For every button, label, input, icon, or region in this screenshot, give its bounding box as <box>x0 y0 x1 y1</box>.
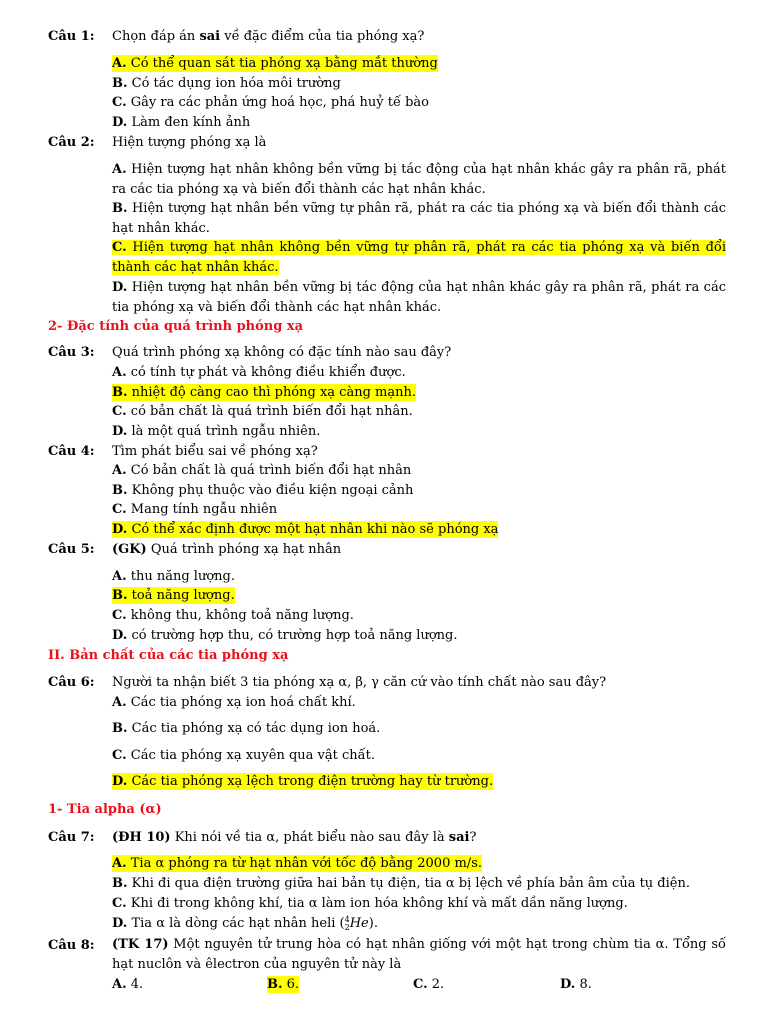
question-text: Chọn đáp án sai về đặc điểm của tia phóng xạ? <box>112 29 425 44</box>
question-number: Câu 6: <box>48 675 95 690</box>
question-number: Câu 8: <box>48 938 95 953</box>
option-highlighted: A. Có thể quan sát tia phóng xạ bằng mắt thường <box>112 56 438 71</box>
question-number: Câu 7: <box>48 830 95 845</box>
option-c <box>112 238 726 278</box>
question-number: Câu 4: <box>48 444 95 459</box>
formula-symbol: He <box>349 916 369 931</box>
option-d: D. Hiện tượng hạt nhân bền vững bị tác động của hạt nhân khác gây ra phân rã, phát ra các tia phóng xạ và biến đổi thành các hạt nhân khác. <box>112 280 726 315</box>
question-text: Hiện tượng phóng xạ là <box>112 135 267 150</box>
option-c: C. 2. <box>413 977 445 992</box>
question-text: Người ta nhận biết 3 tia phóng xạ α, β, γ căn cứ vào tính chất nào sau đây? <box>112 675 607 690</box>
option-b: B. 6. <box>267 977 300 992</box>
formula-indices: 4 2 <box>344 914 350 932</box>
option-a: A. 4. <box>112 977 144 992</box>
document-page: Câu 1: Chọn đáp án sai về đặc điểm của tia phóng xạ? A. Có thể quan sát tia phóng xạ bằng mắt thường B. Có tác dụng ion hóa môi trường C. Gây ra các phản ứng hoá học, phá huỷ tế bào D. Làm đen kính ảnh Câu 2: Hiện tượng phóng xạ là A. Hiện tượng hạt nhân không bền vững bị tác động của hạt nhân khác gây ra phân rã, phát ra các tia phóng xạ và biến đổi thành các hạt nhân khác. B. Hiện tượng hạt nhân bền vững tự phân rã, phát ra các tia phóng xạ và biến đổi thành các hạt nhân khác. C. Hiện tượng hạt nhân không bền vững tự phân rã, phát ra các tia phóng xạ và biến đổi thành các hạt nhân khác. D. Hiện tượng hạt nhân bền vững bị tác động của hạt nhân khác gây ra phân rã, phát ra các tia phóng xạ và biến đổi thành các hạt nhân khác. 2- Đặc tính của quá trình phóng xạ Câu 3: Quá trình phóng xạ không có đặc tính nào sau đây? A. có tính tự phát và không điều khiển được. B. nhiệt độ càng cao thì phóng xạ càng mạnh. C. có bản chất là quá trình biến đổi hạt nhân. D. là một quá trình ngẫu nhiên. Câu 4: Tìm phát biểu sai về phóng xạ? A. Có bản chất là quá trình biến đổi hạt nhân B. Không phụ thuộc vào điều kiện ngoại cảnh C. Mang tính ngẫu nhiên D. Có thể xác định được một hạt nhân khi nào sẽ phóng xạ Câu 5: (GK) Quá trình phóng xạ hạt nhân A. thu năng lượng. B. toả năng lượng. C. không thu, không toả năng lượng. D. có trường hợp thu, có trường hợp toả năng lượng. II. Bản chất của các tia phóng xạ Câu 6: Người ta nhận biết 3 tia phóng xạ α, β, γ căn cứ vào tính chất nào sau đây? A. Các tia phóng xạ ion hoá chất khí. B. Các tia phóng xạ có tác dụng ion hoá. C. Các tia phóng xạ xuyên qua vật chất. D. Các tia phóng xạ lệch trong điện trường hay từ trường. 1- Tia alpha (α) Câu 7: (ĐH 10) Khi nói về tia α, phát biểu nào sau đây là sai? A. Tia α phóng ra từ hạt nhân với tốc độ bằng 2000 m/s. B. Khi đi qua điện trường giữa hai bản tụ điện, tia α bị lệch về phía bản âm của tụ điện. C. Khi đi trong không khí, tia α làm ion hóa không khí và mất dần năng lượng. D. Tia α là dòng các hạt nhân heli (4 2He). Câu 8: (TK 17) Một nguyên tử trung hòa có hạt nhân giống với một hạt trong chùm tia α. Tổng số hạt nuclôn và êlectron của nguyên tử này là A. 4. B. 6. C. 2. D. 8. <box>48 29 726 992</box>
question-number: Câu 3: <box>48 345 95 360</box>
question-text: (TK 17) Một nguyên tử trung hòa có hạt nhân giống với một hạt trong chùm tia α. Tổng số hạt nuclôn và êlectron của nguyên tử này là <box>112 937 726 972</box>
question-number: Câu 2: <box>48 135 95 150</box>
question-number: Câu 5: <box>48 542 95 557</box>
option-highlighted: D. Có thể xác định được một hạt nhân khi nào sẽ phóng xạ <box>112 522 499 537</box>
option-d: D. 8. <box>560 977 592 992</box>
option-highlighted: B. nhiệt độ càng cao thì phóng xạ càng mạnh. <box>112 385 416 400</box>
question-text: (GK) Quá trình phóng xạ hạt nhân <box>112 542 342 557</box>
option-highlighted: C. Hiện tượng hạt nhân không bền vững tự phân rã, phát ra các tia phóng xạ và biến đổi thành các hạt nhân khác. <box>112 240 726 275</box>
option-highlighted: A. Tia α phóng ra từ hạt nhân với tốc độ bằng 2000 m/s. <box>112 856 482 871</box>
option-highlighted: B. toả năng lượng. <box>112 588 235 603</box>
option-b: B. Hiện tượng hạt nhân bền vững tự phân rã, phát ra các tia phóng xạ và biến đổi thành các hạt nhân khác. <box>112 201 726 236</box>
question-text: Tìm phát biểu sai về phóng xạ? <box>112 444 318 459</box>
question-text: Quá trình phóng xạ không có đặc tính nào sau đây? <box>112 345 452 360</box>
question-text: (ĐH 10) Khi nói về tia α, phát biểu nào sau đây là sai? <box>112 830 477 845</box>
question-number: Câu 1: <box>48 29 95 44</box>
option-highlighted: D. Các tia phóng xạ lệch trong điện trường hay từ trường. <box>112 774 494 789</box>
option-a: A. Hiện tượng hạt nhân không bền vững bị tác động của hạt nhân khác gây ra phân rã, phát ra các tia phóng xạ và biến đổi thành các hạt nhân khác. <box>112 162 726 197</box>
